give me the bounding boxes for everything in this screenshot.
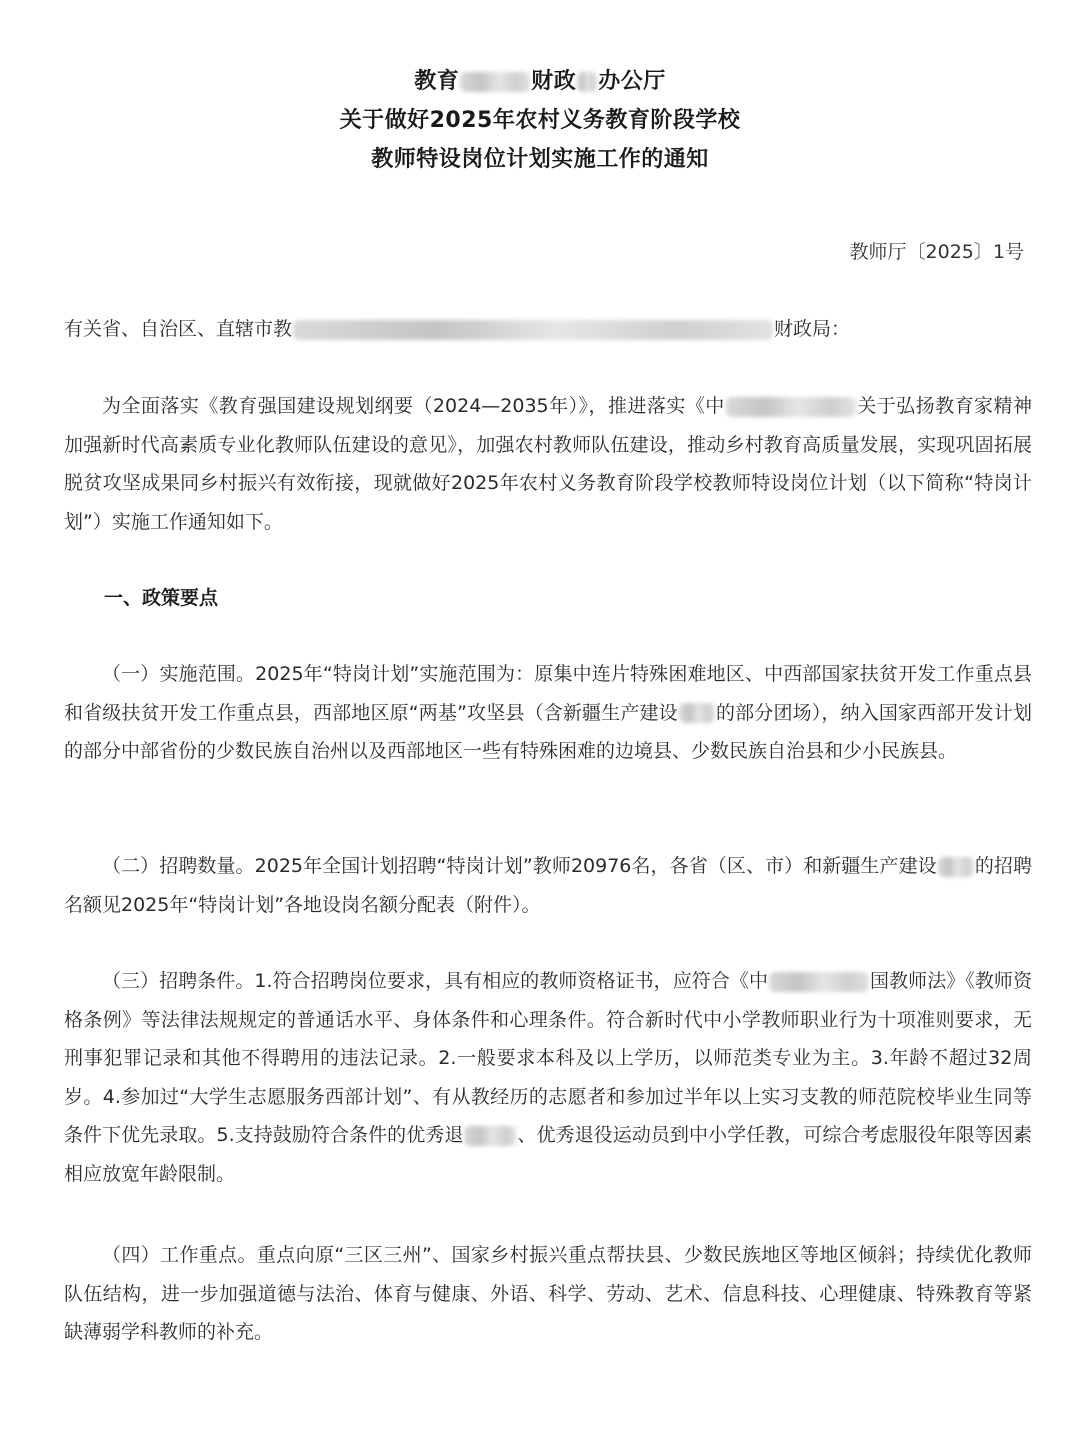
- intro-text-a: 为全面落实《教育强国建设规划纲要（2024—2035年）》，推进落实《中: [102, 395, 725, 417]
- addressee-suffix: 财政局：: [774, 318, 851, 340]
- p3-text-b: 国教师法》《教师资格条例》等法律法规规定的普通话水平、身体条件和心理条件。符合新时代中小学教师职业行为十项准则要求，无刑事犯罪记录和其他不得聘用的违法记录。2.一般要求本科及以上学历，以师范类专业为主。3.年龄不超过32周岁。4.参加过“大学生志愿服务西部计划”、有从教经历的志愿者和参加过半年以上实习支教的师范院校毕业生同等条件下优先录取。5.支持鼓励符合条件的优秀退: [64, 970, 1032, 1146]
- p2-text-a: （二）招聘数量。2025年全国计划招聘“特岗计划”教师20976名，各省（区、市）和新疆生产建设: [102, 855, 937, 877]
- p2-text-b: 的招聘名额见2025年“特岗计划”各地设岗名额分配表（附件）。: [64, 855, 1032, 916]
- redacted-blur: [464, 1126, 516, 1146]
- redacted-blur: [769, 972, 869, 992]
- p3-text-a: （三）招聘条件。1.符合招聘岗位要求，具有相应的教师资格证书，应符合《中: [102, 970, 768, 992]
- title-line-3: 教师特设岗位计划实施工作的通知: [371, 147, 709, 172]
- redacted-blur: [726, 397, 856, 417]
- p3-text-c: 、优秀退役运动员到中小学任教，可综合考虑服役年限等因素相应放宽年龄限制。: [64, 1124, 1032, 1185]
- title-issuer-part-1: 教育: [414, 69, 460, 94]
- p1-text-b: 的部分团场），纳入国家西部开发计划的部分中部省份的少数民族自治州以及西部地区一些有特殊困难的边境县、少数民族自治县和少小民族县。: [64, 701, 1032, 762]
- p1-text-a: （一）实施范围。2025年“特岗计划”实施范围为：原集中连片特殊困难地区、中西部国家扶贫开发工作重点县和省级扶贫开发工作重点县，西部地区原“两基”攻坚县（含新疆生产建设: [64, 663, 1032, 724]
- intro-text-b: 关于弘扬教育家精神加强新时代高素质专业化教师队伍建设的意见》，加强农村教师队伍建设，推动乡村教育高质量发展，实现巩固拓展脱贫攻坚成果同乡村振兴有效衔接，现就做好2025年农村义务教育阶段学校教师特设岗位计划（以下简称“特岗计划”）实施工作通知如下。: [64, 395, 1032, 533]
- paragraph-recruitment-conditions: [64, 962, 1032, 1193]
- paragraph-recruitment-quota: [64, 847, 1032, 924]
- section-heading-policy-points: 一、政策要点: [104, 587, 219, 609]
- redacted-blur: [577, 72, 597, 92]
- document-number: 教师厅〔2025〕1号: [849, 241, 1024, 263]
- redacted-blur: [679, 703, 715, 723]
- intro-paragraph: [64, 387, 1032, 541]
- paragraph-implementation-scope: [64, 655, 1032, 771]
- paragraph-work-priorities: （四）工作重点。重点向原“三区三州”、国家乡村振兴重点帮扶县、少数民族地区等地区倾斜；持续优化教师队伍结构，进一步加强道德与法治、体育与健康、外语、科学、劳动、艺术、信息科技、心理健康、特殊教育等紧缺薄弱学科教师的补充。: [64, 1244, 1032, 1343]
- title-issuer-part-3: 办公厅: [598, 69, 666, 94]
- redacted-blur: [460, 72, 530, 92]
- redacted-blur: [293, 320, 773, 340]
- redacted-blur: [938, 857, 974, 877]
- addressee-prefix: 有关省、自治区、直辖市教: [64, 318, 293, 340]
- title-issuer-line: [0, 62, 1080, 101]
- title-issuer-part-2: 财政: [531, 69, 577, 94]
- addressee-line: [64, 314, 1024, 344]
- document-title: [0, 62, 1080, 179]
- title-line-2: 关于做好2025年农村义务教育阶段学校: [339, 108, 741, 133]
